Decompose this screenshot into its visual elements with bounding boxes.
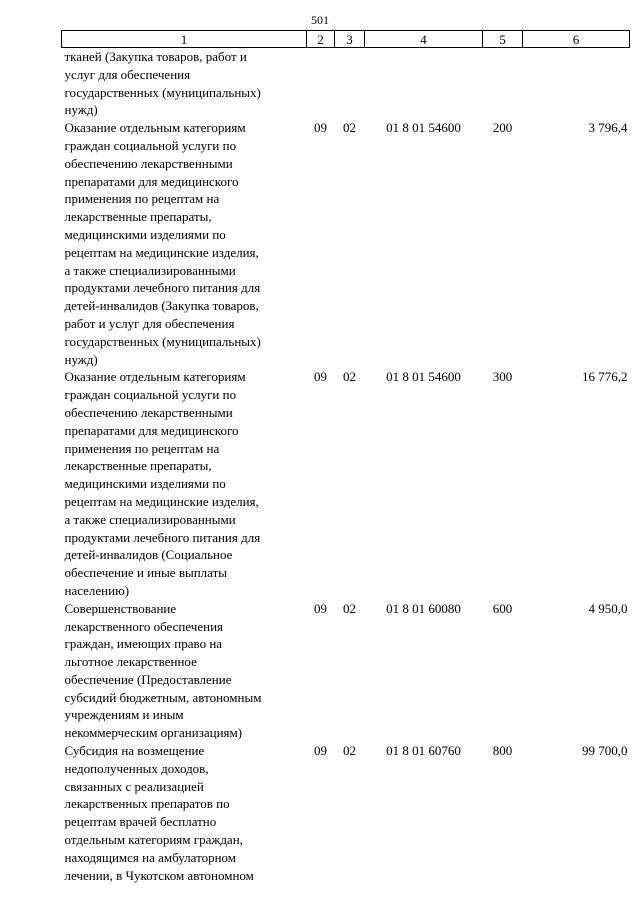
table-header-row xyxy=(62,31,630,48)
row-description: Совершенствование лекарственного обеспечения граждан, имеющих право на льготное лекарственное обеспечение (Предоставление субсидий бюджетным, автономным учреждениям и иным некоммерческим организациям) xyxy=(64,600,262,741)
header-col-3: 3 xyxy=(335,31,365,48)
row-amount: 99 700,0 xyxy=(582,743,628,759)
row-target-code: 01 8 01 54600 xyxy=(386,369,461,385)
row-description: Субсидия на возмещение недополученных доходов, связанных с реализацией лекарственных препаратов по рецептам врачей бесплатно отдельным категориям граждан, находящимся на амбулаторном лечении, в Чукотском автономном xyxy=(64,743,254,883)
row-amount xyxy=(523,48,630,120)
table-row xyxy=(62,742,630,884)
row-expense-type: 200 xyxy=(492,120,513,136)
row-description: Оказание отдельным категориям граждан социальной услуги по обеспечению лекарственными препаратами для медицинского применения по рецептам на лекарственные препараты, медицинскими изделиями по рецептам на медицинские изделия, а также специализированными продуктами лечебного питания для детей-инвалидов (Социальное обеспечение и иные выплаты населению) xyxy=(64,369,261,598)
page-number: 501 xyxy=(311,13,329,27)
row-description: тканей (Закупка товаров, работ и услуг для обеспечения государственных (муниципальных) нужд) xyxy=(64,49,261,118)
row-subsection: 02 xyxy=(343,743,356,759)
table-row xyxy=(62,48,630,120)
row-target-code: 01 8 01 54600 xyxy=(386,120,461,136)
row-amount: 4 950,0 xyxy=(588,600,628,616)
row-subsection xyxy=(335,48,365,120)
row-subsection: 02 xyxy=(343,120,356,136)
row-target-code xyxy=(365,48,483,120)
header-col-2: 2 xyxy=(307,31,335,48)
row-description: Оказание отдельным категориям граждан социальной услуги по обеспечению лекарственными препаратами для медицинского применения по рецептам на лекарственные препараты, медицинскими изделиями по рецептам на медицинские изделия, а также специализированными продуктами лечебного питания для детей-инвалидов (Закупка товаров, работ и услуг для обеспечения государственных (муниципальных) нужд) xyxy=(64,120,261,367)
row-subsection: 02 xyxy=(343,600,356,616)
row-amount: 3 796,4 xyxy=(588,120,628,136)
row-section: 09 xyxy=(314,120,327,136)
row-section: 09 xyxy=(314,743,327,759)
row-expense-type: 800 xyxy=(492,743,513,759)
row-target-code: 01 8 01 60760 xyxy=(386,743,461,759)
row-section xyxy=(307,48,335,120)
row-section: 09 xyxy=(314,600,327,616)
header-col-6: 6 xyxy=(523,31,630,48)
row-section: 09 xyxy=(314,369,327,385)
row-expense-type: 300 xyxy=(492,369,513,385)
table-row xyxy=(62,119,630,368)
row-target-code: 01 8 01 60080 xyxy=(386,600,461,616)
row-expense-type: 600 xyxy=(492,600,513,616)
header-col-4: 4 xyxy=(365,31,483,48)
row-expense-type xyxy=(483,48,523,120)
header-col-5: 5 xyxy=(483,31,523,48)
table-row xyxy=(62,368,630,599)
row-subsection: 02 xyxy=(343,369,356,385)
budget-table xyxy=(61,30,630,884)
header-col-1: 1 xyxy=(62,31,307,48)
table-row xyxy=(62,600,630,742)
row-amount: 16 776,2 xyxy=(582,369,628,385)
